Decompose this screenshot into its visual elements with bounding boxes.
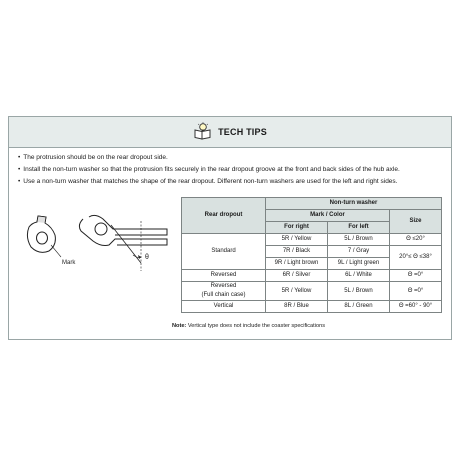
rear-dropout-drawing	[79, 215, 167, 271]
table-note	[172, 323, 325, 329]
cell-right: 7R / Black	[266, 246, 328, 258]
cell-right: 5R / Yellow	[266, 282, 328, 301]
cell-size: Θ =0°	[390, 270, 442, 282]
cell-left: 5L / Brown	[328, 234, 390, 246]
table-row	[182, 282, 442, 301]
cell-left: 7 / Gray	[328, 246, 390, 258]
cell-left: 9L / Light green	[328, 258, 390, 270]
col-header-rear-dropout: Rear dropout	[182, 198, 266, 234]
cell-size: 20°≤ Θ ≤38°	[390, 246, 442, 270]
note-text: Vertical type does not include the coaster specifications	[187, 323, 325, 329]
row-label-line: Reversed	[210, 283, 237, 289]
washer-drawing	[27, 216, 61, 257]
cell-right: 6R / Silver	[266, 270, 328, 282]
cell-right: 8R / Blue	[266, 301, 328, 313]
note-label: Note:	[172, 323, 187, 329]
col-header-for-left: For left	[328, 222, 390, 234]
non-turn-washer-table	[181, 197, 442, 313]
table-row	[182, 301, 442, 313]
mark-label: Mark	[62, 260, 76, 266]
col-header-mark-color: Mark / Color	[266, 210, 390, 222]
cell-size: Θ =0°	[390, 282, 442, 301]
cell-left: 8L / Green	[328, 301, 390, 313]
cell-left: 5L / Brown	[328, 282, 390, 301]
table-row	[182, 270, 442, 282]
mark-leader-line	[51, 245, 61, 257]
tech-tips-panel	[8, 116, 452, 340]
tech-tips-title: TECH TIPS	[218, 127, 267, 137]
book-lightbulb-icon	[193, 122, 213, 142]
col-header-non-turn-washer: Non-turn washer	[266, 198, 442, 210]
cell-right: 5R / Yellow	[266, 234, 328, 246]
cell-right: 9R / Light brown	[266, 258, 328, 270]
row-label-standard: Standard	[182, 234, 266, 270]
row-label-reversed: Reversed	[182, 270, 266, 282]
row-label-line: (Full chain case)	[201, 292, 246, 298]
cell-size: Θ =60° - 90°	[390, 301, 442, 313]
tips-list	[9, 152, 451, 188]
col-header-for-right: For right	[266, 222, 328, 234]
cell-left: 6L / White	[328, 270, 390, 282]
cell-size: Θ ≤20°	[390, 234, 442, 246]
tip-item: • Install the non-turn washer so that the protrusion fits securely in the rear dropout groove at the front and back sides of the hub axle.	[18, 164, 451, 176]
col-header-size: Size	[390, 210, 442, 234]
tip-item: • The protrusion should be on the rear dropout side.	[18, 152, 451, 164]
table-row	[182, 234, 442, 246]
tip-item: • Use a non-turn washer that matches the shape of the rear dropout. Different non-turn washers are used for the left and right sides.	[18, 176, 451, 188]
theta-label: θ	[145, 254, 149, 261]
row-label-reversed-full-chain-case	[182, 282, 266, 301]
row-label-vertical: Vertical	[182, 301, 266, 313]
tech-tips-header	[9, 117, 451, 148]
non-turn-washer-illustration	[15, 201, 175, 281]
